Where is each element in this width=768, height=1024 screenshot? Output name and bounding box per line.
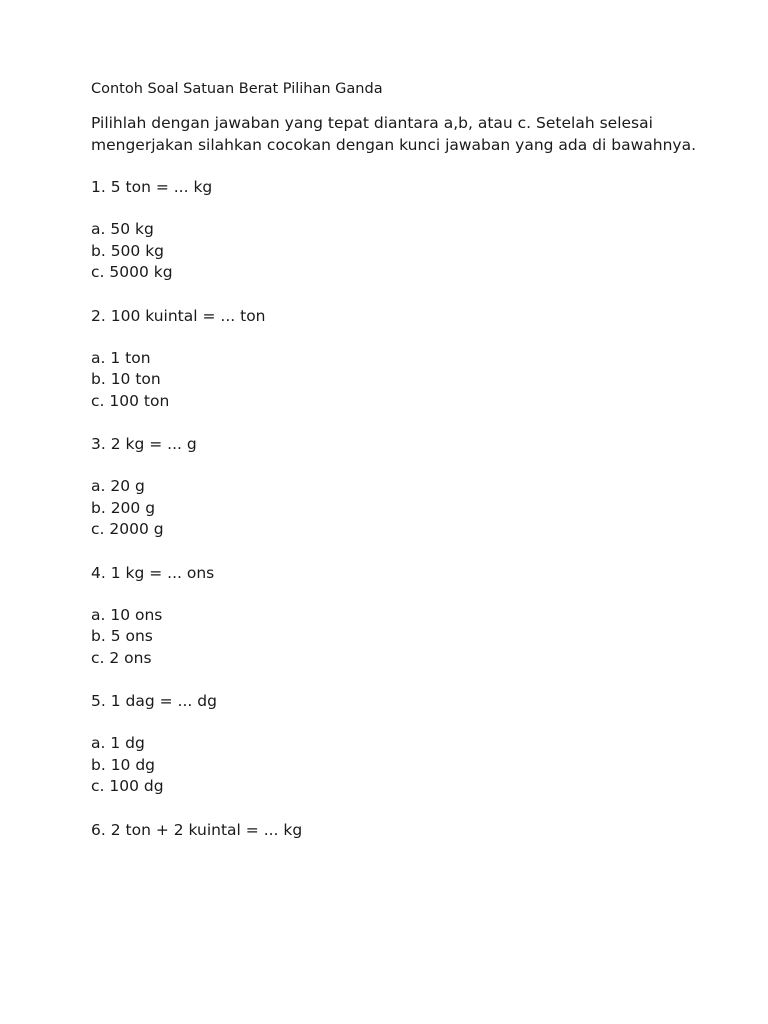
- option-b: b. 10 dg: [91, 755, 156, 774]
- document-page: [91, 78, 731, 862]
- option-a: a. 20 g: [91, 477, 145, 495]
- option-a: a. 1 ton: [91, 348, 151, 367]
- option-a: a. 1 dg: [91, 734, 145, 752]
- answer-options: [91, 605, 731, 670]
- question-1: [91, 176, 731, 284]
- option-c: c. 100 ton: [91, 391, 170, 410]
- question-stem: 3. 2 kg = ... g: [91, 435, 197, 453]
- option-b: b. 500 kg: [91, 241, 165, 260]
- question-stem: 4. 1 kg = ... ons: [91, 563, 215, 582]
- option-b: b. 10 ton: [91, 370, 161, 388]
- option-c: c. 2 ons: [91, 648, 152, 667]
- answer-options: [91, 476, 731, 541]
- document-title: Contoh Soal Satuan Berat Pilihan Ganda: [91, 81, 383, 97]
- option-b: b. 5 ons: [91, 627, 153, 645]
- answer-options: [91, 733, 731, 798]
- question-stem: 5. 1 dag = ... dg: [91, 692, 217, 710]
- option-a: a. 10 ons: [91, 605, 163, 624]
- question-2: [91, 305, 731, 413]
- option-b: b. 200 g: [91, 498, 156, 517]
- answer-options: [91, 219, 731, 284]
- instructions-paragraph: Pilihlah dengan jawaban yang tepat diantara a,b, atau c. Setelah selesai mengerjakan silahkan cocokan dengan kunci jawaban yang ada di bawahnya.: [91, 114, 696, 154]
- option-c: c. 2000 g: [91, 520, 164, 538]
- question-stem: 2. 100 kuintal = ... ton: [91, 306, 266, 325]
- option-a: a. 50 kg: [91, 220, 154, 238]
- question-5: [91, 690, 731, 798]
- question-3: [91, 433, 731, 541]
- question-stem: 1. 5 ton = ... kg: [91, 178, 213, 196]
- question-4: [91, 562, 731, 670]
- answer-options: [91, 348, 731, 413]
- question-6: [91, 819, 731, 841]
- question-stem: 6. 2 ton + 2 kuintal = ... kg: [91, 820, 303, 839]
- option-c: c. 100 dg: [91, 777, 164, 795]
- option-c: c. 5000 kg: [91, 263, 173, 281]
